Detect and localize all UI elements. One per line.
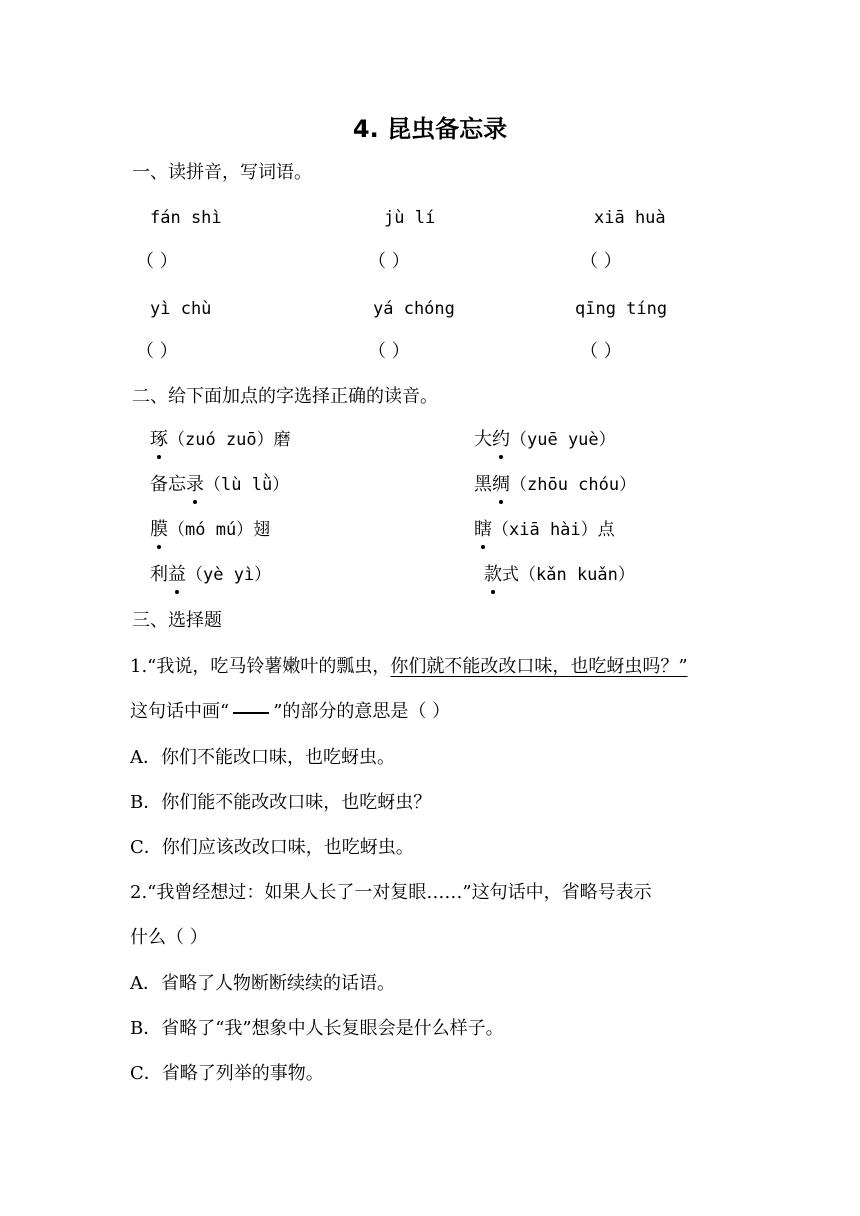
- answer-bracket[interactable]: （ ）: [580, 341, 622, 362]
- question-1-prompt: [130, 699, 450, 725]
- item-options: （yuē yuè）: [510, 430, 616, 450]
- dotted-char: 约: [492, 427, 510, 453]
- item-prefix: 备忘: [150, 474, 186, 495]
- question-2-option-c[interactable]: C．省略了列举的事物。: [130, 1063, 324, 1084]
- section1-heading: 一、读拼音，写词语。: [132, 162, 312, 183]
- answer-bracket[interactable]: （ ）: [136, 251, 178, 272]
- pinyin-item: qīng tíng: [575, 299, 668, 319]
- question-1-prompt-post: ”的部分的意思是（ ）: [273, 701, 451, 722]
- dotted-char: 款: [484, 562, 502, 588]
- pinyin-item: yì chù: [150, 299, 212, 319]
- item-options: （lù lǜ）: [204, 475, 290, 495]
- section2-heading: 二、给下面加点的字选择正确的读音。: [132, 386, 438, 407]
- question-2-stem: 2.“我曾经想过：如果人长了一对复眼……”这句话中，省略号表示: [130, 882, 652, 903]
- dotted-char: 录: [186, 472, 204, 498]
- reading-item[interactable]: [150, 427, 291, 453]
- item-options: （zuó zuō）磨: [168, 430, 291, 450]
- reading-item[interactable]: [474, 472, 636, 498]
- reading-item[interactable]: [150, 517, 270, 543]
- answer-bracket[interactable]: （ ）: [368, 251, 410, 272]
- item-prefix: 黑: [474, 474, 492, 495]
- question-1-option-a[interactable]: A．你们不能改口味，也吃蚜虫。: [130, 747, 395, 768]
- question-1-prefix: 1.“我说，吃马铃薯嫩叶的瓢虫，: [130, 656, 391, 677]
- question-2-option-a[interactable]: A．省略了人物断断续续的话语。: [130, 973, 395, 994]
- reading-item[interactable]: [474, 517, 615, 543]
- question-2-option-b[interactable]: B．省略了“我”想象中人长复眼会是什么样子。: [130, 1018, 504, 1039]
- item-options: （zhōu chóu）: [510, 475, 637, 495]
- question-1-underlined: 你们就不能改改口味，也吃蚜虫吗？”: [390, 656, 688, 677]
- page-title: 4. 昆虫备忘录: [352, 115, 508, 143]
- item-prefix: 大: [474, 429, 492, 450]
- section3-heading: 三、选择题: [132, 610, 222, 631]
- pinyin-item: xiā huà: [594, 208, 666, 228]
- item-options: 式（kǎn kuǎn）: [502, 565, 635, 585]
- item-prefix: 利: [150, 564, 168, 585]
- pinyin-item: jù lí: [384, 208, 436, 228]
- dotted-char: 瞎: [474, 517, 492, 543]
- reading-item[interactable]: [150, 472, 289, 498]
- dotted-char: 益: [168, 562, 186, 588]
- underline-mark: [233, 712, 269, 714]
- pinyin-item: fán shì: [150, 208, 222, 228]
- dotted-char: 膜: [150, 517, 168, 543]
- dotted-char: 琢: [150, 427, 168, 453]
- reading-item[interactable]: [474, 427, 616, 453]
- item-options: （yè yì）: [186, 565, 272, 585]
- item-options: （mó mú）翅: [168, 520, 271, 540]
- question-1-stem: [130, 654, 688, 680]
- answer-bracket[interactable]: （ ）: [368, 341, 410, 362]
- reading-item[interactable]: [150, 562, 271, 588]
- question-1-option-b[interactable]: B．你们能不能改改口味，也吃蚜虫？: [130, 792, 432, 813]
- answer-bracket[interactable]: （ ）: [580, 251, 622, 272]
- answer-bracket[interactable]: （ ）: [136, 341, 178, 362]
- item-options: （xiā hài）点: [492, 520, 615, 540]
- reading-item[interactable]: [484, 562, 635, 588]
- question-1-option-c[interactable]: C．你们应该改改口味，也吃蚜虫。: [130, 837, 414, 858]
- dotted-char: 绸: [492, 472, 510, 498]
- question-2-prompt: 什么（ ）: [130, 927, 208, 948]
- pinyin-item: yá chóng: [373, 299, 455, 319]
- question-1-prompt-pre: 这句话中画“: [130, 701, 230, 722]
